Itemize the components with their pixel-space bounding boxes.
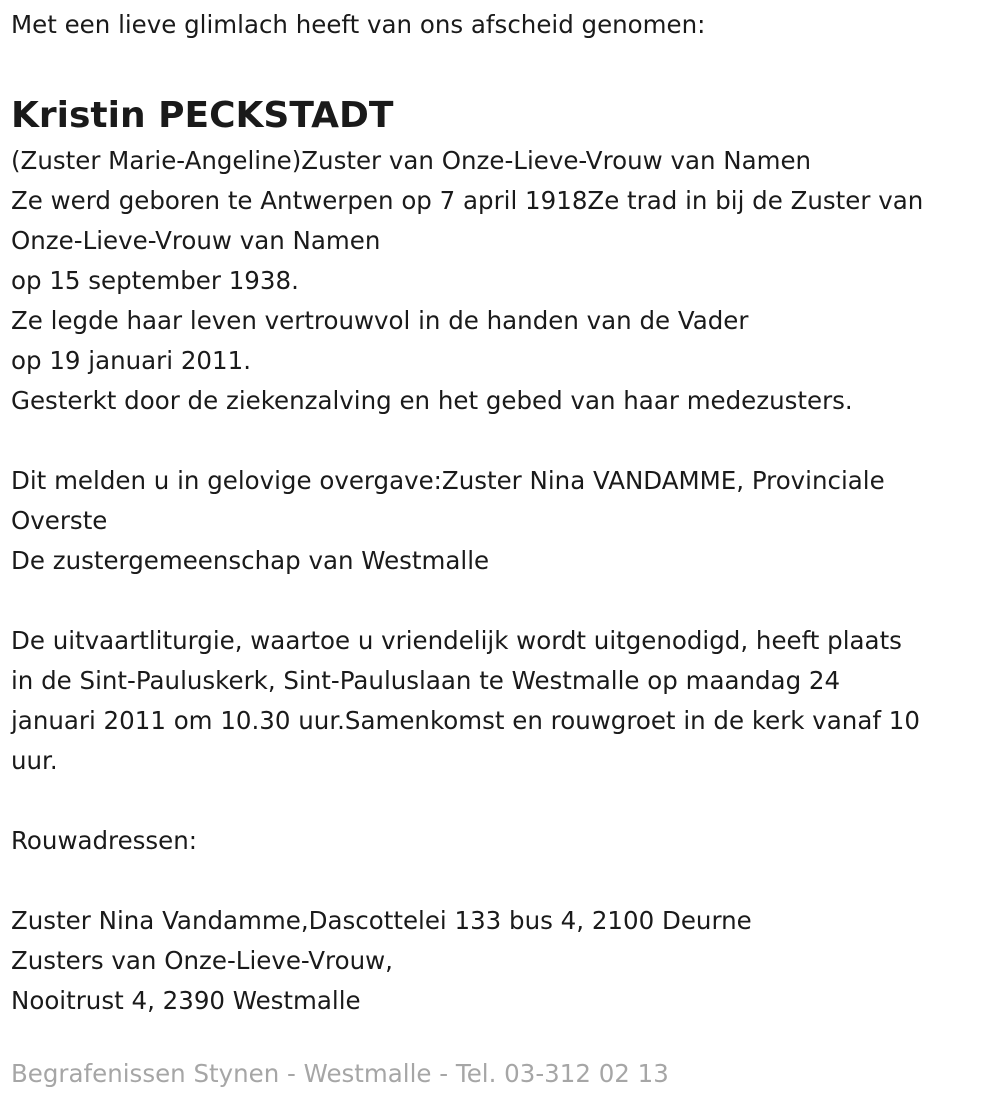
funeral-line: januari 2011 om 10.30 uur.Samenkomst en rouwgroet in de kerk vanaf 10 bbox=[11, 706, 920, 735]
spacer bbox=[11, 581, 989, 621]
addresses-heading: Rouwadressen: bbox=[11, 826, 198, 855]
biography-line: Ze werd geboren te Antwerpen op 7 april 1918Ze trad in bij de Zuster van bbox=[11, 186, 924, 215]
funeral-line: De uitvaartliturgie, waartoe u vriendelijk wordt uitgenodigd, heeft plaats bbox=[11, 626, 902, 655]
spacer bbox=[11, 861, 989, 901]
announcer-line: Dit melden u in gelovige overgave:Zuster Nina VANDAMME, Provinciale bbox=[11, 466, 885, 495]
biography-line: Gesterkt door de ziekenzalving en het gebed van haar medezusters. bbox=[11, 386, 853, 415]
biography-line: Onze-Lieve-Vrouw van Namen bbox=[11, 226, 381, 255]
biography-line: op 15 september 1938. bbox=[11, 266, 299, 295]
biography-line: Ze legde haar leven vertrouwvol in de handen van de Vader bbox=[11, 306, 749, 335]
biography-line: (Zuster Marie-Angeline)Zuster van Onze-Lieve-Vrouw van Namen bbox=[11, 146, 812, 175]
biography-line: op 19 januari 2011. bbox=[11, 346, 251, 375]
deceased-name: Kristin PECKSTADT bbox=[11, 95, 394, 136]
announcers-section bbox=[11, 461, 989, 581]
announcer-line: De zustergemeenschap van Westmalle bbox=[11, 546, 490, 575]
spacer bbox=[11, 421, 989, 461]
funeral-line: in de Sint-Pauluskerk, Sint-Pauluslaan te Westmalle op maandag 24 bbox=[11, 666, 841, 695]
funeral-section bbox=[11, 621, 989, 781]
announcer-line: Overste bbox=[11, 506, 108, 535]
spacer bbox=[11, 781, 989, 821]
funeral-line: uur. bbox=[11, 746, 58, 775]
intro-text: Met een lieve glimlach heeft van ons afscheid genomen: bbox=[11, 10, 706, 39]
address-line: Zuster Nina Vandamme,Dascottelei 133 bus 4, 2100 Deurne bbox=[11, 906, 752, 935]
biography-section bbox=[11, 141, 989, 421]
funeral-home-footer: Begrafenissen Stynen - Westmalle - Tel. 03-312 02 13 bbox=[11, 1059, 669, 1088]
address-line: Nooitrust 4, 2390 Westmalle bbox=[11, 986, 361, 1015]
address-line: Zusters van Onze-Lieve-Vrouw, bbox=[11, 946, 393, 975]
addresses-section bbox=[11, 901, 989, 1021]
